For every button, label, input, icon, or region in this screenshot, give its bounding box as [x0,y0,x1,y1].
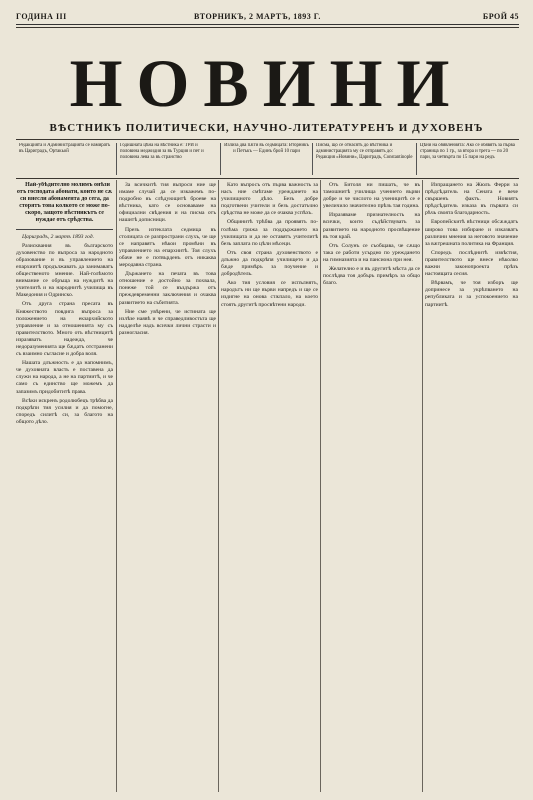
article-paragraph: Желателно е и въ другитѣ мѣста да се послѣдва тоя добъръ примѣръ за общо благо. [323,266,420,287]
column-3 [221,182,318,790]
dateline: Цариградъ, 2 мартъ 1893 год. [22,233,95,240]
article-paragraph: Държането на печата въ това отношение е достойно за похвала, понеже той се въздържа отъ преждевременни заключения и очаква развитието на събитията. [119,271,216,306]
article-paragraph: Вѣрвамъ, че тоя изборъ ще допринесе за укрѣпването на републиката и за успокоението на партиитѣ. [425,280,518,308]
article-paragraph: Като въпросъ отъ първа важность за насъ ние смѣтаме уреждането на училищното дѣло. Безъ добре подготвени учители и безъ достатъчно срѣдства не може да се очаква успѣхъ. [221,182,318,217]
article-paragraph: Всѣки искренъ родолюбецъ трѣбва да подкрѣпи тия усилия и да помогне, споредъ силитѣ си, за благото на общото дѣло. [16,397,113,425]
date-label: ВТОРНИКЪ, 2 МАРТЪ, 1893 Г. [194,12,321,21]
subscriber-notice: Най-убѣдително молимъ онѣзи отъ господата абонати, които не сѫ си внесли абонамента до сега, да сторятъ това колкото се може по-скоро, защото вѣстникътъ се нуждае отъ срѣдства. [16,182,113,224]
info-ad-prices: Цѣни на обявленията: Ако се обявятъ за първа страница по 1 гр., за втора и трета — по 20 пари, за четвърта по 15 пари на редъ [416,143,519,175]
article-paragraph: Европейскитѣ вѣстници обсѫждатъ широко това избиране и изказватъ различни мнения за неговото значение за вѫтрешната политика на Франция. [425,219,518,247]
article-paragraph: За всичкитѣ тия въпроси ние ще имаме случай да се изкажемъ по-подробно въ слѣдующитѣ броеве на вѣстника, като се основаваме на официални свѣдения и на писма отъ нашитѣ дописници. [119,182,216,224]
notice-divider [16,229,113,230]
article-paragraph: Ако тия условия се испълнятъ, народътъ ни ще върви напредъ и ще се издигне на онова стѫпало, на което стоятъ другитѣ просвѣтени народи. [221,280,318,308]
masthead-subtitle: ВѢСТНИКЪ ПОЛИТИЧЕСКИ, НАУЧНО-ЛИТЕРАТУРЕНЪ И ДУХОВЕНЪ [49,122,484,134]
column-divider [422,180,423,792]
article-paragraph: Отъ друга страна пресата въ Княжеството повдига въпроса за положението на екзархийското управление и за отношенията му съ правителството. Много отъ вѣстницитѣ изразяватъ надежда, че недоразуменията ще бѫдатъ отстранени съ взаимно съгласие и добра воля. [16,301,113,358]
info-editorial-office: Редакцията и Администрацията се намиратъ въ Цариградъ, Ортакьой [19,143,111,154]
article-paragraph: Разисквания въ българското духовенство по въпроса за народното образование и въ управлението на епархиитѣ продължаватъ да занимаватъ общественото мнение. Най-голѣмото внимание се обръща на нуждитѣ на учителитѣ и на народнитѣ училища въ Македония и Одринско. [16,242,113,299]
year-label: ГОДИНА III [16,12,67,21]
info-bar [16,143,519,175]
column-4 [323,182,420,790]
column-divider [116,180,117,792]
column-divider [320,180,321,792]
column-divider [218,180,219,792]
article-paragraph: Изразяваме признателность на всички, които съдѣйствуватъ за развитието на народното просвѣщение въ тоя край. [323,212,420,240]
column-2 [119,182,216,790]
article-paragraph: Ние сме увѣрени, че истината ще излѣзе наявѣ и че справедливостьта ще надделѣе надъ всички лични страсти и разногласия. [119,308,216,336]
article-paragraph: Общинитѣ трѣбва да проявятъ по-голѣма грижа за поддържането на училищата и да не оставятъ учителитѣ безъ заплата по цѣли мѣсеци. [221,219,318,247]
article-paragraph: Изпращането на Жюлъ Ферри за прѣдсѣдатель на Сената е вече свършенъ фактъ. Новиятъ прѣдсѣдатель изказа въ първата си рѣчь своята благодарность. [425,182,518,217]
article-paragraph: Отъ Солунъ се съобщава, че сѫщо така се работи усърдно по уреждането на гимназията и на пансиона при нея. [323,242,420,263]
masthead-title: НОВИНИ [69,45,464,121]
info-publication-schedule: Излиза два пѫти въ седмицата: Вторникъ и Петъкъ — Единъ брой 10 пари [220,143,312,175]
issue-label: БРОЙ 45 [482,12,519,21]
info-top-rule [16,139,519,140]
article-paragraph: Презъ изтеклата седмица въ столицата се разпространи слухъ, че ще се направятъ нѣкои промѣни въ управлението на епархиитѣ. Тоя слухъ обаче не е потвърденъ отъ никаква меродавна страна. [119,226,216,269]
info-subscription-price: Годишната цѣна на вѣстника е: ТРИ и половина меджидия за въ Турция и пет и половина лева за въ странство [116,143,220,175]
top-info-bar [16,10,519,25]
article-paragraph: Отъ своя страна духовенството е длъжно да подкрѣпя училището и да бѫде примѣръ за поучение и добродѣтель. [221,249,318,278]
article-paragraph: Отъ Битоля ни пишатъ, че въ тамошнитѣ училища учението върви добре и че числото на ученицитѣ се е увеличило значително прѣзъ тая година. [323,182,420,210]
article-paragraph: Нашата длъжность е да напомнимъ, че духовната власть е поставена да служи на народа, а не на партиитѣ, и че само съ единство ще можемъ да запазимъ придобититѣ права. [16,360,113,395]
info-bottom-rule [16,178,519,179]
info-correspondence: Писма, що се отнасятъ до вѣстника и администрацията му се отправятъ до: Редакция «Новини», Цариградъ, Constantinople [312,143,416,175]
column-1 [16,182,113,790]
top-rule [16,27,519,28]
article-paragraph: Споредъ послѣднитѣ извѣстия, правителството ще внесе нѣколко важни законопроекта прѣзъ настоящата сесия. [425,249,518,278]
column-5 [425,182,518,790]
